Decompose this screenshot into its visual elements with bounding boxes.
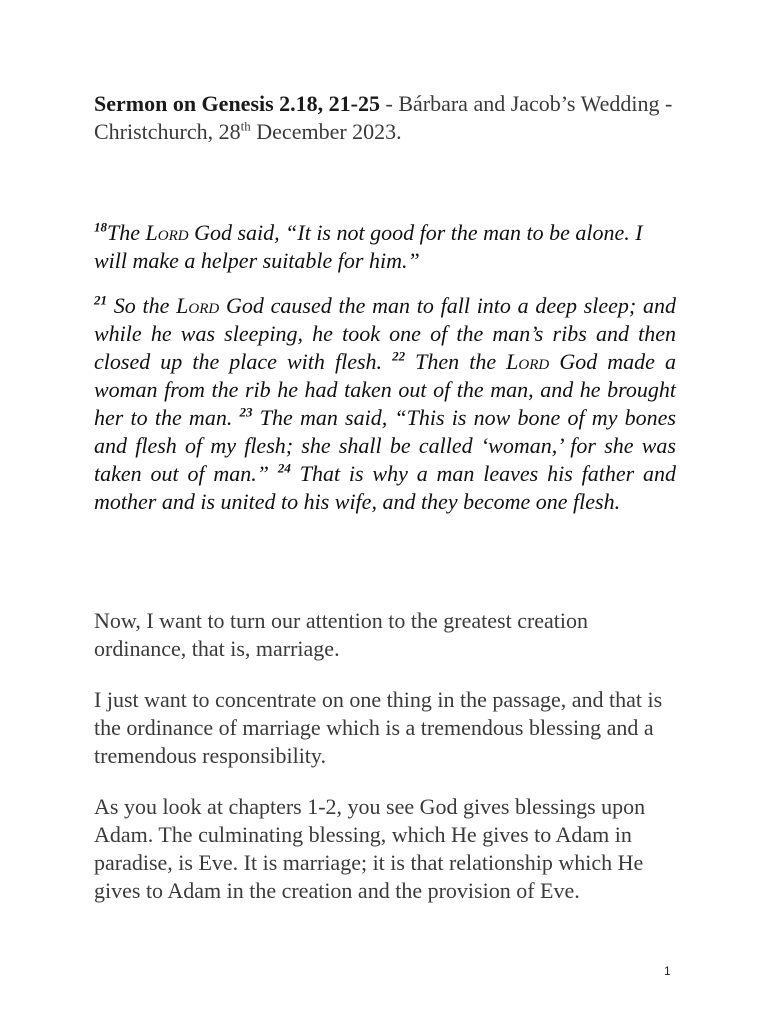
verse-number-23: 23: [239, 404, 253, 420]
sermon-title: Sermon on Genesis 2.18, 21-25: [94, 91, 380, 116]
scripture-verses-21-24: [94, 292, 676, 516]
verse-18-text-start: The L: [107, 220, 158, 245]
scripture-verse-18: [94, 219, 676, 275]
body-paragraph-1: Now, I want to turn our attention to the greatest creation ordinance, that is, marriage.: [94, 608, 589, 661]
sermon-date-end: December 2023.: [250, 119, 402, 144]
lord-small-caps: ord: [157, 220, 189, 245]
body-paragraph-2: I just want to concentrate on one thing in the passage, and that is the ordinance of marriage which is a tremendous blessing and a tremendous responsibility.: [94, 687, 663, 768]
body-paragraph-3: As you look at chapters 1-2, you see God gives blessings upon Adam. The culminating blessing, which He gives to Adam in paradise, is Eve. It is marriage; it is that relationship which He gives to Adam in the creation and the provision of Eve.: [94, 794, 646, 903]
sermon-occasion: - Bárbara and Jacob’s Wedding - Christchurch, 28: [94, 91, 673, 144]
verse-18-text-end: God said, “It is not good for the man to be alone. I will make a helper suitable for him.”: [94, 220, 643, 273]
page-number: 1: [664, 964, 671, 978]
verse-24-text: That is why a man leaves his father and mother and is united to his wife, and they become one flesh.: [94, 461, 676, 514]
lord-small-caps: ord: [188, 293, 220, 318]
verse-21-text-start: So the L: [107, 293, 189, 318]
verse-22-text-end: God made a woman from the rib he had taken out of the man, and he brought her to the man.: [94, 349, 676, 430]
verse-number-22: 22: [392, 348, 406, 364]
verse-22-text-start: Then the L: [405, 349, 519, 374]
verse-number-21: 21: [94, 292, 107, 308]
verse-21-text-end: God caused the man to fall into a deep sleep; and while he was sleeping, he took one of the man’s ribs and then closed up the place with flesh.: [94, 293, 676, 374]
date-ordinal-suffix: th: [240, 118, 251, 134]
verse-number-18: 18: [94, 219, 107, 235]
verse-number-24: 24: [277, 460, 291, 476]
lord-small-caps: ord: [518, 349, 550, 374]
sermon-heading: [94, 90, 694, 146]
verse-23-text: The man said, “This is now bone of my bones and flesh of my flesh; she shall be called ‘woman,’ for she was taken out of man.”: [94, 405, 676, 486]
